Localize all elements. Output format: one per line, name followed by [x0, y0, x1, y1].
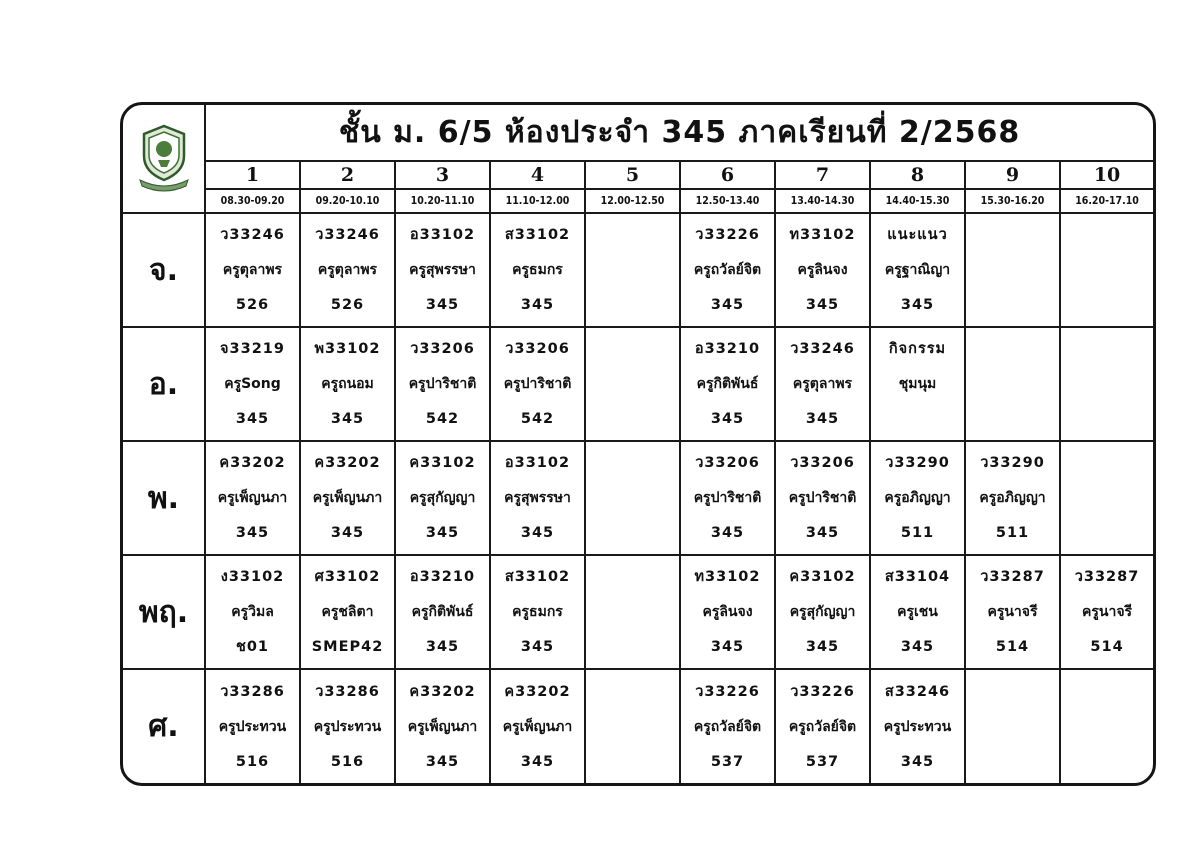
- schedule-cell: [490, 555, 585, 669]
- subject-code: ค33202: [219, 455, 286, 472]
- teacher-name: ครูสุกัญญา: [789, 603, 856, 620]
- subject-code: อ33210: [694, 341, 761, 358]
- page-title: ชั้น ม. 6/5 ห้องประจำ 345 ภาคเรียนที่ 2/2568: [338, 115, 1021, 150]
- room-number: 345: [235, 524, 270, 541]
- room-number: 345: [900, 753, 935, 770]
- teacher-name: ครูถวัลย์จิต: [693, 261, 762, 278]
- subject-code: ว33246: [790, 341, 855, 358]
- teacher-name: ครูตุลาพร: [222, 261, 283, 278]
- schedule-cell: [775, 327, 870, 441]
- room-number: 345: [805, 638, 840, 655]
- period-time: 15.30-16.20: [965, 189, 1060, 213]
- schedule-cell: [300, 555, 395, 669]
- subject-code: ว33226: [790, 683, 855, 700]
- schedule-cell: [1060, 441, 1153, 555]
- teacher-name: ครูถนอม: [321, 375, 374, 392]
- room-number: 526: [330, 296, 365, 313]
- subject-code: ว33226: [695, 227, 760, 244]
- teacher-name: ครูลินจง: [797, 261, 848, 278]
- teacher-name: ครูประทวน: [313, 718, 382, 735]
- schedule-cell: [490, 213, 585, 327]
- teacher-name: ครูชลิตา: [321, 603, 374, 620]
- schedule-cell: [585, 669, 680, 783]
- teacher-name: ครูอภิญญา: [979, 489, 1046, 506]
- schedule-cell: [395, 213, 490, 327]
- subject-code: อ33210: [409, 569, 476, 586]
- period-number: 10: [1060, 161, 1153, 189]
- subject-code: ว33206: [790, 455, 855, 472]
- subject-code: พ33102: [314, 341, 381, 358]
- room-number: [586, 751, 679, 773]
- schedule-cell: [965, 213, 1060, 327]
- room-number: 345: [425, 296, 460, 313]
- schedule-cell: [965, 441, 1060, 555]
- subject-code: ว33226: [695, 683, 760, 700]
- schedule-cell: [870, 213, 965, 327]
- room-number: 345: [520, 296, 555, 313]
- schedule-cell: [205, 441, 300, 555]
- room-number: [1061, 294, 1153, 316]
- subject-code: ค33102: [409, 455, 476, 472]
- day-label: จ.: [123, 213, 205, 327]
- schedule-cell: [205, 555, 300, 669]
- subject-code: ค33202: [314, 455, 381, 472]
- teacher-name: ครูปาริชาติ: [788, 489, 857, 506]
- teacher-name: [1061, 373, 1153, 395]
- room-number: [966, 751, 1059, 773]
- room-number: 345: [520, 753, 555, 770]
- subject-code: [966, 224, 1059, 246]
- teacher-name: ครูลินจง: [702, 603, 753, 620]
- teacher-name: [586, 716, 679, 738]
- room-number: SMEP42: [311, 638, 384, 655]
- room-number: [586, 636, 679, 658]
- period-time: 14.40-15.30: [870, 189, 965, 213]
- room-number: 345: [710, 524, 745, 541]
- subject-code: ส33102: [504, 227, 571, 244]
- period-time: 11.10-12.00: [490, 189, 585, 213]
- room-number: ช01: [235, 638, 270, 655]
- teacher-name: ครูนาจรี: [987, 603, 1038, 620]
- room-number: 345: [520, 638, 555, 655]
- subject-code: [1061, 681, 1153, 703]
- period-time: 13.40-14.30: [775, 189, 870, 213]
- room-number: 345: [710, 638, 745, 655]
- teacher-name: ครูวิมล: [231, 603, 274, 620]
- subject-code: ว33206: [505, 341, 570, 358]
- schedule-cell: [965, 555, 1060, 669]
- day-label: อ.: [123, 327, 205, 441]
- subject-code: [1061, 452, 1153, 474]
- schedule-cell: [870, 441, 965, 555]
- school-emblem-icon: [134, 122, 194, 192]
- subject-code: ว33287: [1074, 569, 1140, 586]
- schedule-cell: [205, 213, 300, 327]
- schedule-cell: [680, 327, 775, 441]
- schedule-cell: [585, 441, 680, 555]
- subject-code: ว33246: [220, 227, 285, 244]
- schedule-cell: [1060, 213, 1153, 327]
- teacher-name: ครูฐาณิญา: [884, 261, 951, 278]
- teacher-name: ครูเชน: [897, 603, 938, 620]
- teacher-name: [586, 259, 679, 281]
- room-number: [586, 522, 679, 544]
- room-number: 345: [710, 296, 745, 313]
- subject-code: ว33290: [885, 455, 950, 472]
- period-time: 12.00-12.50: [585, 189, 680, 213]
- room-number: 345: [710, 410, 745, 427]
- subject-code: ศ33102: [314, 569, 381, 586]
- period-number: 6: [680, 161, 775, 189]
- teacher-name: ชุมนุม: [898, 375, 937, 392]
- subject-code: ค33102: [789, 569, 856, 586]
- room-number: 511: [995, 524, 1030, 541]
- teacher-name: [1061, 716, 1153, 738]
- subject-code: [586, 452, 679, 474]
- schedule-cell: [1060, 327, 1153, 441]
- period-time: 12.50-13.40: [680, 189, 775, 213]
- period-number: 1: [205, 161, 300, 189]
- room-number: 345: [805, 296, 840, 313]
- teacher-name: ครูปาริชาติ: [693, 489, 762, 506]
- room-number: 345: [805, 410, 840, 427]
- teacher-name: ครูตุลาพร: [317, 261, 378, 278]
- schedule-cell: [490, 441, 585, 555]
- subject-code: ว33290: [980, 455, 1045, 472]
- room-number: 345: [235, 410, 270, 427]
- subject-code: อ33102: [504, 455, 571, 472]
- teacher-name: [586, 487, 679, 509]
- teacher-name: ครูสุพรรษา: [504, 489, 571, 506]
- schedule-cell: [585, 327, 680, 441]
- room-number: 537: [805, 753, 840, 770]
- period-time: 08.30-09.20: [205, 189, 300, 213]
- period-number: 5: [585, 161, 680, 189]
- subject-code: [586, 566, 679, 588]
- teacher-name: ครูสุพรรษา: [409, 261, 476, 278]
- teacher-name: ครูถวัลย์จิต: [788, 718, 857, 735]
- room-number: 537: [710, 753, 745, 770]
- subject-code: ว33286: [220, 683, 285, 700]
- teacher-name: [966, 716, 1059, 738]
- schedule-cell: [965, 327, 1060, 441]
- subject-code: [586, 224, 679, 246]
- teacher-name: ครูถวัลย์จิต: [693, 718, 762, 735]
- schedule-cell: [775, 555, 870, 669]
- subject-code: ว33206: [410, 341, 475, 358]
- period-number: 2: [300, 161, 395, 189]
- schedule-cell: [585, 555, 680, 669]
- subject-code: [586, 338, 679, 360]
- period-number: 9: [965, 161, 1060, 189]
- schedule-cell: [870, 555, 965, 669]
- schedule-cell: [300, 327, 395, 441]
- room-number: 542: [520, 410, 555, 427]
- subject-code: กิจกรรม: [888, 341, 947, 358]
- teacher-name: ครูปาริชาติ: [503, 375, 572, 392]
- schedule-cell: [680, 555, 775, 669]
- schedule-cell: [1060, 669, 1153, 783]
- teacher-name: [1061, 259, 1153, 281]
- day-label: พฤ.: [123, 555, 205, 669]
- teacher-name: ครูกิติพันธ์: [696, 375, 759, 392]
- schedule-cell: [775, 441, 870, 555]
- subject-code: ส33246: [884, 683, 951, 700]
- schedule-cell: [775, 669, 870, 783]
- room-number: 345: [425, 638, 460, 655]
- timetable-sheet: [120, 102, 1156, 786]
- schedule-cell: [300, 441, 395, 555]
- period-number: 4: [490, 161, 585, 189]
- day-row: [123, 441, 1153, 555]
- period-time: 10.20-11.10: [395, 189, 490, 213]
- teacher-name: [966, 259, 1059, 281]
- day-row: [123, 555, 1153, 669]
- day-label: ศ.: [123, 669, 205, 783]
- teacher-name: ครูอภิญญา: [884, 489, 951, 506]
- room-number: [1061, 751, 1153, 773]
- schedule-cell: [680, 441, 775, 555]
- schedule-cell: [205, 669, 300, 783]
- day-label: พ.: [123, 441, 205, 555]
- timetable-grid: [123, 105, 1153, 783]
- schedule-cell: [965, 669, 1060, 783]
- schedule-cell: [680, 669, 775, 783]
- subject-code: [1061, 338, 1153, 360]
- teacher-name: ครูตุลาพร: [792, 375, 853, 392]
- schedule-cell: [300, 213, 395, 327]
- subject-code: [966, 681, 1059, 703]
- teacher-name: ครูเพ็ญนภา: [502, 718, 573, 735]
- schedule-cell: [395, 441, 490, 555]
- teacher-name: ครูเพ็ญนภา: [312, 489, 383, 506]
- subject-code: ท33102: [789, 227, 856, 244]
- room-number: 345: [425, 753, 460, 770]
- room-number: [586, 294, 679, 316]
- schedule-cell: [680, 213, 775, 327]
- period-time: 16.20-17.10: [1060, 189, 1153, 213]
- teacher-name: [586, 373, 679, 395]
- room-number: 542: [425, 410, 460, 427]
- room-number: [586, 408, 679, 430]
- schedule-cell: [395, 669, 490, 783]
- subject-code: ส33102: [504, 569, 571, 586]
- schedule-cell: [490, 327, 585, 441]
- subject-code: อ33102: [409, 227, 476, 244]
- period-time: 09.20-10.10: [300, 189, 395, 213]
- schedule-cell: [870, 327, 965, 441]
- teacher-name: [1061, 487, 1153, 509]
- teacher-name: [966, 373, 1059, 395]
- title-cell: [205, 105, 1153, 161]
- room-number: [966, 408, 1059, 430]
- subject-code: [966, 338, 1059, 360]
- room-number: [871, 408, 964, 430]
- teacher-name: ครูประทวน: [883, 718, 952, 735]
- subject-code: ว33206: [695, 455, 760, 472]
- teacher-name: [586, 601, 679, 623]
- subject-code: ส33104: [884, 569, 951, 586]
- day-row: [123, 327, 1153, 441]
- period-number: 8: [870, 161, 965, 189]
- schedule-cell: [300, 669, 395, 783]
- subject-code: จ33219: [220, 341, 285, 358]
- room-number: 345: [425, 524, 460, 541]
- period-number: 7: [775, 161, 870, 189]
- room-number: 345: [330, 524, 365, 541]
- teacher-name: ครูประทวน: [218, 718, 287, 735]
- room-number: 345: [900, 638, 935, 655]
- schedule-cell: [205, 327, 300, 441]
- room-number: [966, 294, 1059, 316]
- schedule-cell: [1060, 555, 1153, 669]
- schedule-cell: [395, 327, 490, 441]
- room-number: 345: [330, 410, 365, 427]
- subject-code: ว33287: [980, 569, 1045, 586]
- period-number: 3: [395, 161, 490, 189]
- room-number: 345: [900, 296, 935, 313]
- subject-code: แนะแนว: [887, 227, 948, 244]
- subject-code: ท33102: [694, 569, 761, 586]
- room-number: 514: [1090, 638, 1124, 655]
- teacher-name: ครูกิติพันธ์: [411, 603, 474, 620]
- subject-code: ว33286: [315, 683, 380, 700]
- subject-code: [1061, 224, 1153, 246]
- room-number: 345: [805, 524, 840, 541]
- schedule-cell: [490, 669, 585, 783]
- schedule-cell: [585, 213, 680, 327]
- day-row: [123, 213, 1153, 327]
- teacher-name: ครูเพ็ญนภา: [217, 489, 288, 506]
- subject-code: ค33202: [409, 683, 476, 700]
- teacher-name: ครูเพ็ญนภา: [407, 718, 478, 735]
- day-row: [123, 669, 1153, 783]
- schedule-cell: [775, 213, 870, 327]
- teacher-name: ครูSong: [224, 375, 281, 392]
- subject-code: ง33102: [220, 569, 285, 586]
- room-number: 516: [330, 753, 365, 770]
- school-logo-cell: [123, 105, 205, 213]
- subject-code: ค33202: [504, 683, 571, 700]
- subject-code: ว33246: [315, 227, 380, 244]
- schedule-cell: [870, 669, 965, 783]
- room-number: 516: [235, 753, 270, 770]
- teacher-name: ครูธมกร: [512, 261, 563, 278]
- teacher-name: ครูสุกัญญา: [409, 489, 476, 506]
- room-number: [1061, 522, 1153, 544]
- room-number: 514: [995, 638, 1030, 655]
- room-number: 526: [235, 296, 270, 313]
- teacher-name: ครูปาริชาติ: [408, 375, 477, 392]
- room-number: 345: [520, 524, 555, 541]
- schedule-cell: [395, 555, 490, 669]
- subject-code: [586, 681, 679, 703]
- room-number: [1061, 408, 1153, 430]
- teacher-name: ครูนาจรี: [1082, 603, 1133, 620]
- room-number: 511: [900, 524, 935, 541]
- teacher-name: ครูธมกร: [512, 603, 563, 620]
